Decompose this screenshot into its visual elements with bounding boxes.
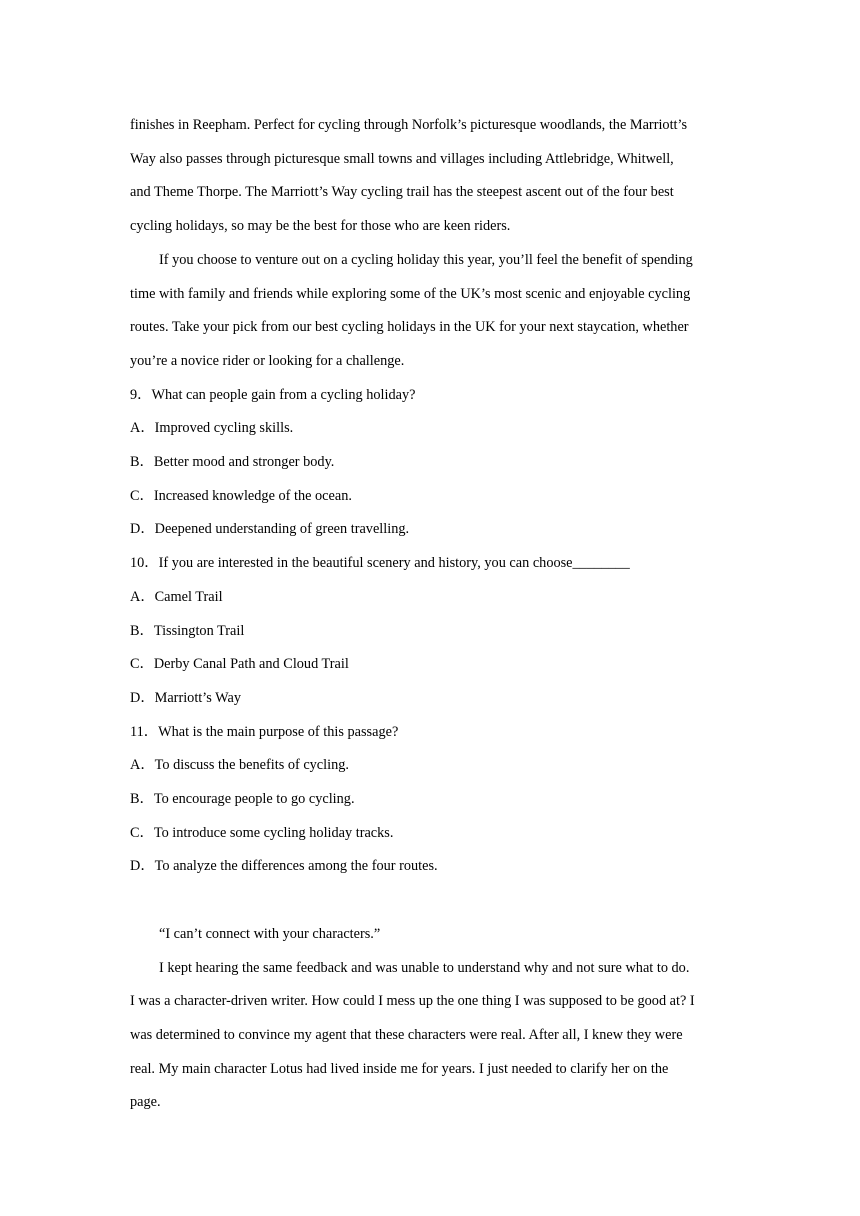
passage2: [130, 918, 742, 1120]
option-d: [130, 513, 742, 547]
option-c: [130, 648, 742, 682]
option-a: [130, 581, 742, 615]
opening-quote: “I can’t connect with your characters.”: [159, 925, 381, 942]
text-line: was determined to convince my agent that these characters were real. After all, I knew they were: [130, 1026, 683, 1043]
option-text: To discuss the benefits of cycling.: [154, 757, 349, 774]
option-text: Deepened understanding of green travelling.: [154, 521, 410, 538]
option-b: [130, 783, 742, 817]
question-stem: [130, 379, 742, 413]
text-line: finishes in Reepham. Perfect for cycling through Norfolk’s picturesque woodlands, the Marriott’s: [130, 117, 688, 133]
text-line: Way also passes through picturesque small towns and villages including Attlebridge, Whitwell,: [130, 150, 674, 167]
option-letter: C．: [130, 656, 154, 673]
option-c: [130, 817, 742, 851]
option-c: [130, 480, 742, 514]
text-line: time with family and friends while exploring some of the UK’s most scenic and enjoyable cycling: [130, 285, 691, 302]
option-letter: B．: [130, 622, 154, 639]
text-line: cycling holidays, so may be the best for those who are keen riders.: [130, 218, 511, 235]
question-number: 10．: [130, 555, 159, 572]
option-letter: D．: [130, 521, 155, 538]
option-letter: A．: [130, 588, 155, 605]
option-a: [130, 749, 742, 783]
text-line: you’re a novice rider or looking for a challenge.: [130, 352, 405, 369]
document-page: [130, 109, 742, 1120]
option-text: Marriott’s Way: [154, 689, 241, 706]
option-a: [130, 412, 742, 446]
option-text: Improved cycling skills.: [154, 420, 294, 437]
text-line: page.: [130, 1094, 161, 1111]
option-letter: A．: [130, 420, 155, 437]
question-stem: [130, 547, 742, 581]
question-11: [130, 716, 742, 885]
option-letter: C．: [130, 487, 154, 504]
option-letter: D．: [130, 858, 155, 875]
option-text: Tissington Trail: [153, 622, 245, 639]
question-number: 9．: [130, 386, 152, 403]
question-10: [130, 547, 742, 716]
question-number: 11．: [130, 723, 159, 740]
option-text: Derby Canal Path and Cloud Trail: [153, 656, 349, 673]
option-letter: D．: [130, 689, 155, 706]
text-line: routes. Take your pick from our best cycling holidays in the UK for your next staycation, whether: [130, 319, 689, 336]
text-line: If you choose to venture out on a cycling holiday this year, you’ll feel the benefit of spending: [159, 251, 693, 268]
option-d: [130, 850, 742, 884]
question-9: [130, 379, 742, 548]
option-b: [130, 446, 742, 480]
question-text: If you are interested in the beautiful scenery and history, you can choose________: [158, 555, 630, 572]
option-text: To encourage people to go cycling.: [153, 791, 355, 808]
section-spacer: [130, 884, 742, 918]
question-stem: [130, 716, 742, 750]
option-text: Camel Trail: [154, 588, 223, 605]
text-line: I was a character-driven writer. How could I mess up the one thing I was supposed to be good at? I: [130, 993, 695, 1010]
question-text: What is the main purpose of this passage?: [158, 723, 399, 740]
option-d: [130, 682, 742, 716]
text-line: real. My main character Lotus had lived inside me for years. I just needed to clarify her on the: [130, 1060, 669, 1077]
passage1-paragraph-end: [130, 109, 742, 244]
option-letter: B．: [130, 791, 154, 808]
question-text: What can people gain from a cycling holiday?: [151, 386, 416, 403]
option-text: To analyze the differences among the four routes.: [154, 858, 438, 875]
text-line: I kept hearing the same feedback and was unable to understand why and not sure what to do.: [159, 959, 690, 976]
option-text: Better mood and stronger body.: [153, 454, 335, 471]
option-letter: B．: [130, 454, 154, 471]
option-letter: C．: [130, 824, 154, 841]
text-line: and Theme Thorpe. The Marriott’s Way cycling trail has the steepest ascent out of the four best: [130, 184, 674, 201]
passage1-closing-paragraph: [130, 244, 742, 379]
option-b: [130, 615, 742, 649]
option-letter: A．: [130, 757, 155, 774]
option-text: To introduce some cycling holiday tracks.: [153, 824, 394, 841]
option-text: Increased knowledge of the ocean.: [153, 487, 352, 504]
